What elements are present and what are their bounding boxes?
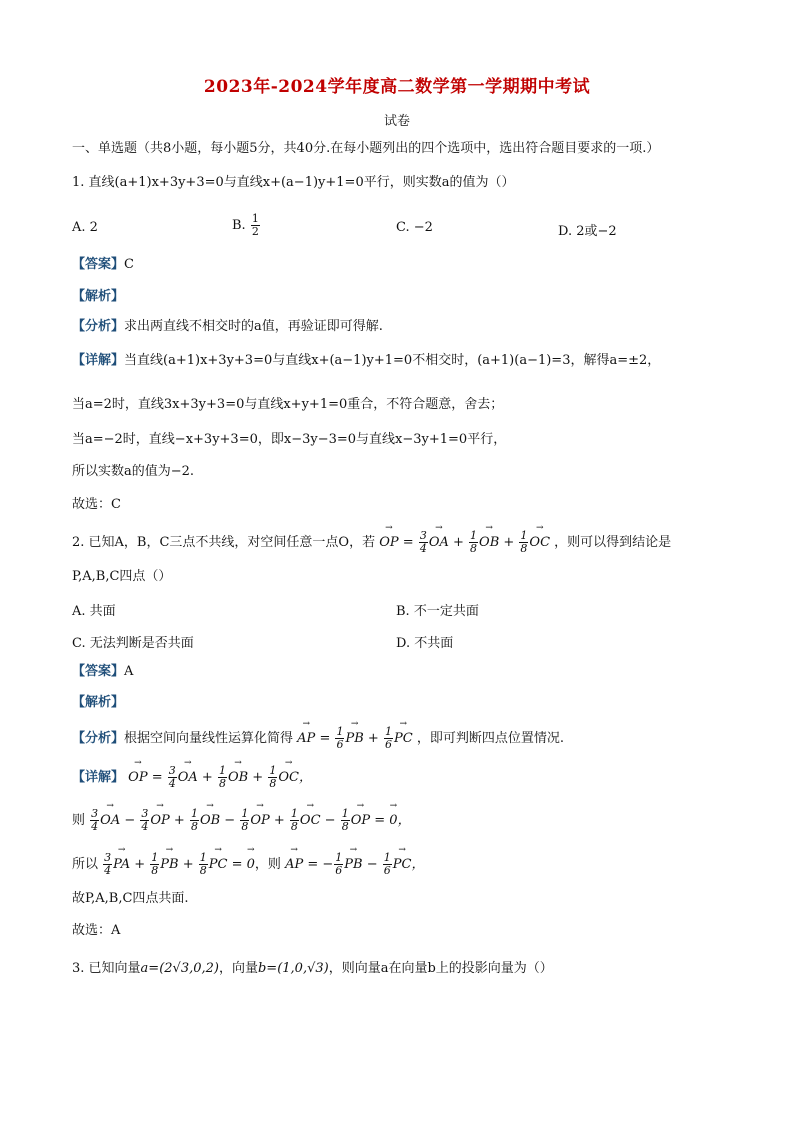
then-label: 则 bbox=[72, 813, 86, 828]
q2-stem-pre: 2. 已知A，B，C三点不共线，对空间任意一点O，若 bbox=[72, 535, 376, 550]
q2-detail-equation-2: $\frac{3}{4}$ → OA − $\frac{3}{4}$ → OP + $\frac{1}{8}$ → OB − $\frac{1}{8}$ → OP + $\frac{1}{8}$ → OC − $\frac{1}{8}$ → OP = → 0， bbox=[89, 813, 410, 828]
q1-option-a: A. 2 bbox=[72, 220, 98, 235]
q2-analysis-tag bbox=[72, 694, 124, 712]
q3-stem-mid: ，向量 bbox=[218, 961, 258, 976]
page-subtitle: 试卷 bbox=[383, 114, 410, 129]
q1-option-b-numerator: 1 bbox=[251, 212, 259, 225]
q2-option-b: B. 不一定共面 bbox=[396, 604, 479, 619]
q2-detail-1 bbox=[72, 765, 312, 790]
analysis-tag: 【解析】 bbox=[72, 695, 125, 710]
q2-option-d: D. 不共面 bbox=[396, 636, 454, 651]
q2-detail-equation-4: → AP = − $\frac{1}{6}$ → PB − $\frac{1}{6}$ → PC， bbox=[285, 857, 424, 872]
answer-tag: 【答案】 bbox=[72, 257, 125, 272]
q2-fenxi-equation: → AP = $\frac{1}{6}$ → PB + $\frac{1}{6}$ → PC bbox=[297, 731, 413, 746]
q1-option-b-denominator: 2 bbox=[251, 225, 259, 238]
then2-label: ，则 bbox=[254, 857, 281, 872]
q1-detail-3: 当a=−2时，直线−x+3y+3=0，即x−3y−3=0与直线x−3y+1=0平行， bbox=[72, 432, 507, 447]
q1-option-b-fraction bbox=[251, 213, 260, 238]
fenxi-pre: 根据空间向量线性运算化简得 bbox=[124, 731, 294, 746]
q3-vector-b: b=(1,0,√3) bbox=[257, 961, 329, 976]
q1-conclusion: 故选：C bbox=[72, 497, 121, 512]
q2-detail-2 bbox=[72, 808, 411, 833]
q1-analysis-tag bbox=[72, 288, 124, 306]
q1-detail-4: 所以实数a的值为−2. bbox=[72, 464, 195, 479]
q2-option-c: C. 无法判断是否共面 bbox=[72, 636, 194, 651]
q3-stem-post: ，则向量a在向量b上的投影向量为（） bbox=[328, 961, 553, 976]
section-heading: 一、单选题（共8小题，每小题5分，共40分.在每小题列出的四个选项中，选出符合题目要求的一项.） bbox=[72, 141, 660, 156]
q1-fenxi bbox=[72, 318, 383, 336]
fenxi-text: 求出两直线不相交时的a值，再验证即可得解. bbox=[124, 319, 383, 334]
q3-stem bbox=[72, 960, 553, 978]
q1-detail-1 bbox=[72, 352, 660, 370]
page-title: 2023年-2024学年度高二数学第一学期期中考试 bbox=[203, 77, 591, 97]
q2-answer bbox=[72, 663, 133, 681]
fenxi-tag: 【分析】 bbox=[72, 319, 125, 334]
detail-text: 当直线(a+1)x+3y+3=0与直线x+(a−1)y+1=0不相交时，(a+1)(a−1)=3，解得a=±2， bbox=[124, 353, 661, 368]
q2-stem-line2: P,A,B,C四点（） bbox=[72, 569, 172, 584]
answer-value: C bbox=[124, 257, 134, 272]
q2-conclusion: 故选：A bbox=[72, 923, 121, 938]
q1-option-b bbox=[232, 213, 261, 238]
answer-value: A bbox=[124, 664, 134, 679]
analysis-tag: 【解析】 bbox=[72, 289, 125, 304]
q2-detail-equation-1: → OP = $\frac{3}{4}$ → OA + $\frac{1}{8}$ → OB + $\frac{1}{8}$ → OC， bbox=[128, 770, 312, 785]
q1-stem: 1. 直线(a+1)x+3y+3=0与直线x+(a−1)y+1=0平行，则实数a的值为（） bbox=[72, 175, 515, 190]
q3-vector-a: a=(2√3,0,2) bbox=[140, 961, 219, 976]
detail-tag: 【详解】 bbox=[72, 770, 125, 785]
q2-detail-3 bbox=[72, 852, 424, 877]
q1-option-d: D. 2或−2 bbox=[558, 224, 617, 239]
fenxi-tag: 【分析】 bbox=[72, 731, 125, 746]
q3-stem-pre: 3. 已知向量 bbox=[72, 961, 141, 976]
q2-detail-equation-3: $\frac{3}{4}$ → PA + $\frac{1}{8}$ → PB + $\frac{1}{8}$ → PC = → 0 bbox=[102, 857, 255, 872]
so-label: 所以 bbox=[72, 857, 99, 872]
q2-fenxi bbox=[72, 726, 564, 751]
q2-stem-post: ，则可以得到结论是 bbox=[554, 535, 672, 550]
q2-stem bbox=[72, 530, 671, 555]
fenxi-post: ，即可判断四点位置情况. bbox=[416, 731, 564, 746]
q1-option-c: C. −2 bbox=[396, 220, 433, 235]
detail-tag: 【详解】 bbox=[72, 353, 125, 368]
answer-tag: 【答案】 bbox=[72, 664, 125, 679]
q1-answer bbox=[72, 256, 134, 274]
q2-vector-equation: → OP = $\frac{3}{4}$ → OA + $\frac{1}{8}$ → OB + $\frac{1}{8}$ → OC bbox=[379, 535, 550, 550]
q1-detail-2: 当a=2时，直线3x+3y+3=0与直线x+y+1=0重合，不符合题意，舍去； bbox=[72, 397, 504, 412]
q1-option-b-label: B. bbox=[232, 218, 246, 233]
q2-option-a: A. 共面 bbox=[72, 604, 116, 619]
q2-detail-end: 故P,A,B,C四点共面. bbox=[72, 891, 189, 906]
